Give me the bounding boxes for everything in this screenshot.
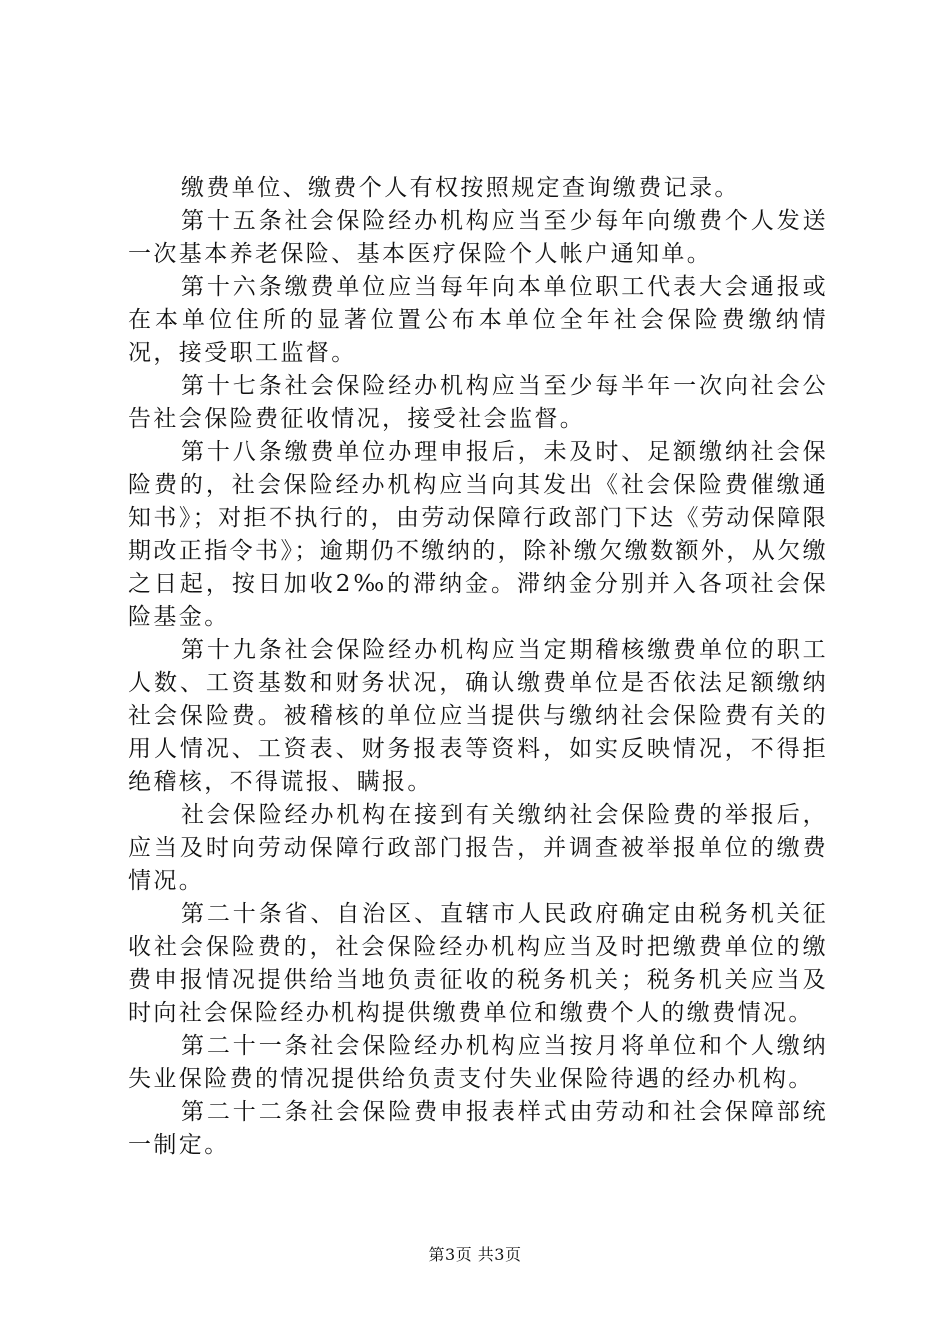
paragraph: 第十六条缴费单位应当每年向本单位职工代表大会通报或在本单位住所的显著位置公布本单位全年社会保险费缴纳情况，接受职工监督。 — [128, 274, 828, 366]
paragraph: 第十九条社会保险经办机构应当定期稽核缴费单位的职工人数、工资基数和财务状况，确认缴费单位是否依法足额缴纳社会保险费。被稽核的单位应当提供与缴纳社会保险费有关的用人情况、工资表、财务报表等资料，如实反映情况，不得拒绝稽核，不得谎报、瞒报。 — [128, 637, 828, 795]
page-number-footer: 第3页 共3页 — [428, 1245, 522, 1264]
paragraph: 第二十二条社会保险费申报表样式由劳动和社会保障部统一制定。 — [128, 1099, 828, 1158]
paragraph: 第十五条社会保险经办机构应当至少每年向缴费个人发送一次基本养老保险、基本医疗保险个人帐户通知单。 — [128, 208, 828, 267]
paragraph: 第二十一条社会保险经办机构应当按月将单位和个人缴纳失业保险费的情况提供给负责支付失业保险待遇的经办机构。 — [128, 1033, 828, 1092]
paragraph: 社会保险经办机构在接到有关缴纳社会保险费的举报后，应当及时向劳动保障行政部门报告，并调查被举报单位的缴费情况。 — [128, 802, 828, 894]
paragraph: 第十七条社会保险经办机构应当至少每半年一次向社会公告社会保险费征收情况，接受社会监督。 — [128, 373, 828, 432]
paragraph: 第十八条缴费单位办理申报后，未及时、足额缴纳社会保险费的，社会保险经办机构应当向其发出《社会保险费催缴通知书》；对拒不执行的，由劳动保障行政部门下达《劳动保障限期改正指令书》；逾期仍不缴纳的，除补缴欠缴数额外，从欠缴之日起，按日加收2‰的滞纳金。滞纳金分别并入各项社会保险基金。 — [128, 439, 828, 630]
paragraph: 第二十条省、自治区、直辖市人民政府确定由税务机关征收社会保险费的，社会保险经办机构应当及时把缴费单位的缴费申报情况提供给当地负责征收的税务机关；税务机关应当及时向社会保险经办机构提供缴费单位和缴费个人的缴费情况。 — [128, 901, 828, 1026]
paragraph: 缴费单位、缴费个人有权按照规定查询缴费记录。 — [181, 175, 740, 201]
document-body — [128, 172, 828, 1162]
